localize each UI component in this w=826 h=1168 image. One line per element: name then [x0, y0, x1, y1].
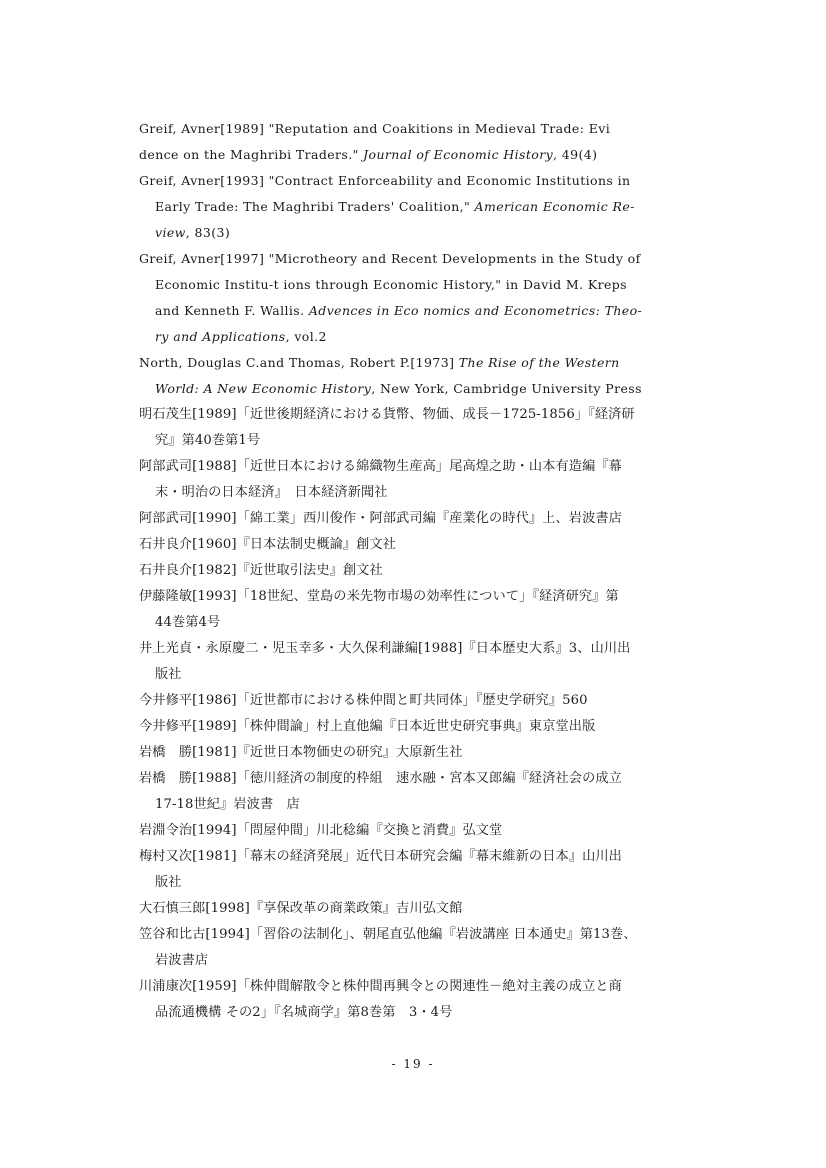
- reference-entry: [139, 454, 709, 506]
- reference-text: 末・明治の日本経済』 日本経済新聞社: [155, 485, 388, 500]
- reference-line: [139, 922, 709, 948]
- reference-line: [139, 740, 709, 766]
- reference-line: [139, 506, 709, 532]
- reference-text: North, Douglas C.and Thomas, Robert P.[1973]: [139, 355, 459, 370]
- reference-line: [139, 610, 709, 636]
- reference-text: 岩橋 勝[1981]『近世日本物価史の研究』大原新生社: [139, 745, 463, 760]
- reference-text: 川浦康次[1959]「株仲間解散令と株仲間再興令との関連性－絶対主義の成立と商: [139, 979, 622, 994]
- reference-line: [139, 220, 709, 246]
- reference-entry: [139, 740, 709, 766]
- reference-entry: [139, 818, 709, 844]
- reference-line: [139, 896, 709, 922]
- reference-title-italic: Advences in Eco nomics and Econometrics: Theo-: [308, 303, 643, 318]
- reference-text: Greif, Avner[1989] "Reputation and Coakitions in Medieval Trade: Evi: [139, 121, 611, 136]
- reference-line: [139, 558, 709, 584]
- reference-text: Economic Institu-t ions through Economic History," in David M. Kreps: [155, 277, 627, 292]
- reference-line: [139, 376, 709, 402]
- reference-entry: [139, 688, 709, 714]
- reference-title-italic: American Economic Re-: [474, 199, 635, 214]
- reference-line: [139, 454, 709, 480]
- reference-line: [139, 116, 709, 142]
- reference-line: [139, 818, 709, 844]
- reference-entry: [139, 116, 709, 168]
- reference-line: [139, 350, 709, 376]
- reference-text: , vol.2: [285, 329, 327, 344]
- reference-entry: [139, 558, 709, 584]
- reference-text: , 83(3): [185, 225, 231, 240]
- reference-text: 44巻第4号: [155, 615, 221, 630]
- reference-line: [139, 194, 709, 220]
- reference-entry: [139, 636, 709, 688]
- reference-text: 今井修平[1986]「近世都市における株仲間と町共同体」『歴史学研究』560: [139, 693, 588, 708]
- reference-text: 明石茂生[1989]「近世後期経済における貨幣、物価、成長－1725-1856」『経済研: [139, 407, 635, 422]
- reference-title-italic: Journal of Economic History: [363, 147, 554, 162]
- reference-entry: [139, 922, 709, 974]
- reference-line: [139, 792, 709, 818]
- reference-line: [139, 766, 709, 792]
- reference-entry: [139, 844, 709, 896]
- reference-line: [139, 1000, 709, 1026]
- page-number: - 19 -: [391, 1057, 435, 1071]
- reference-text: and Kenneth F. Wallis.: [155, 303, 309, 318]
- reference-entry: [139, 532, 709, 558]
- reference-text: 石井良介[1960]『日本法制史概論』創文社: [139, 537, 397, 552]
- reference-line: [139, 428, 709, 454]
- reference-line: [139, 584, 709, 610]
- reference-line: [139, 298, 709, 324]
- reference-entry: [139, 974, 709, 1026]
- reference-line: [139, 948, 709, 974]
- reference-text: 岩淵令治[1994]「問屋仲間」川北稔編『交換と消費』弘文堂: [139, 823, 503, 838]
- reference-title-italic: view: [155, 225, 186, 240]
- reference-entry: [139, 246, 709, 350]
- reference-line: [139, 246, 709, 272]
- reference-line: [139, 974, 709, 1000]
- reference-line: [139, 636, 709, 662]
- reference-entry: [139, 350, 709, 402]
- reference-line: [139, 168, 709, 194]
- reference-entry: [139, 714, 709, 740]
- reference-line: [139, 714, 709, 740]
- reference-text: 笠谷和比古[1994]「習俗の法制化」、朝尾直弘他編『岩波講座 日本通史』第13巻、: [139, 927, 637, 942]
- reference-text: 今井修平[1989]「株仲間論」村上直他編『日本近世史研究事典』東京堂出版: [139, 719, 596, 734]
- reference-line: [139, 480, 709, 506]
- reference-text: dence on the Maghribi Traders.": [139, 147, 364, 162]
- reference-entry: [139, 766, 709, 818]
- reference-entry: [139, 402, 709, 454]
- reference-text: 岩橋 勝[1988]「徳川経済の制度的枠組 速水融・宮本又郎編『経済社会の成立: [139, 771, 622, 786]
- reference-text: 岩波書店: [155, 953, 209, 968]
- reference-line: [139, 272, 709, 298]
- reference-text: 大石慎三郎[1998]『享保改革の商業政策』吉川弘文館: [139, 901, 463, 916]
- reference-line: [139, 402, 709, 428]
- reference-line: [139, 324, 709, 350]
- reference-line: [139, 870, 709, 896]
- reference-text: , New York, Cambridge University Press: [371, 381, 642, 396]
- reference-text: , 49(4): [553, 147, 598, 162]
- reference-line: [139, 142, 709, 168]
- reference-text: 梅村又次[1981]「幕末の経済発展」近代日本研究会編『幕末維新の日本』山川出: [139, 849, 622, 864]
- reference-line: [139, 844, 709, 870]
- reference-entry: [139, 168, 709, 246]
- reference-entry: [139, 506, 709, 532]
- reference-text: 伊藤隆敏[1993]「18世紀、堂島の米先物市場の効率性について」『経済研究』第: [139, 589, 619, 604]
- reference-title-italic: World: A New Economic History: [155, 381, 372, 396]
- reference-title-italic: ry and Applications: [155, 329, 286, 344]
- reference-text: 17-18世紀』岩波書 店: [155, 797, 300, 812]
- reference-line: [139, 532, 709, 558]
- reference-line: [139, 688, 709, 714]
- reference-text: Greif, Avner[1997] "Microtheory and Recent Developments in the Study of: [139, 251, 641, 266]
- reference-text: 品流通機構 その2」『名城商学』第8巻第 3・4号: [155, 1005, 453, 1020]
- reference-text: 版社: [155, 875, 182, 890]
- reference-text: Early Trade: The Maghribi Traders' Coalition,": [155, 199, 475, 214]
- reference-title-italic: The Rise of the Western: [458, 355, 620, 370]
- reference-text: 阿部武司[1990]「綿工業」西川俊作・阿部武司編『産業化の時代』上、岩波書店: [139, 511, 622, 526]
- reference-text: 井上光貞・永原慶二・児玉幸多・大久保利謙編[1988]『日本歴史大系』3、山川出: [139, 641, 631, 656]
- reference-text: 版社: [155, 667, 182, 682]
- reference-text: 石井良介[1982]『近世取引法史』創文社: [139, 563, 383, 578]
- reference-entry: [139, 584, 709, 636]
- reference-text: 究』第40巻第1号: [155, 433, 261, 448]
- reference-list: [139, 116, 709, 1026]
- reference-line: [139, 662, 709, 688]
- reference-entry: [139, 896, 709, 922]
- reference-text: Greif, Avner[1993] "Contract Enforceability and Economic Institutions in: [139, 173, 631, 188]
- reference-text: 阿部武司[1988]「近世日本における綿織物生産高」尾高煌之助・山本有造編『幕: [139, 459, 622, 474]
